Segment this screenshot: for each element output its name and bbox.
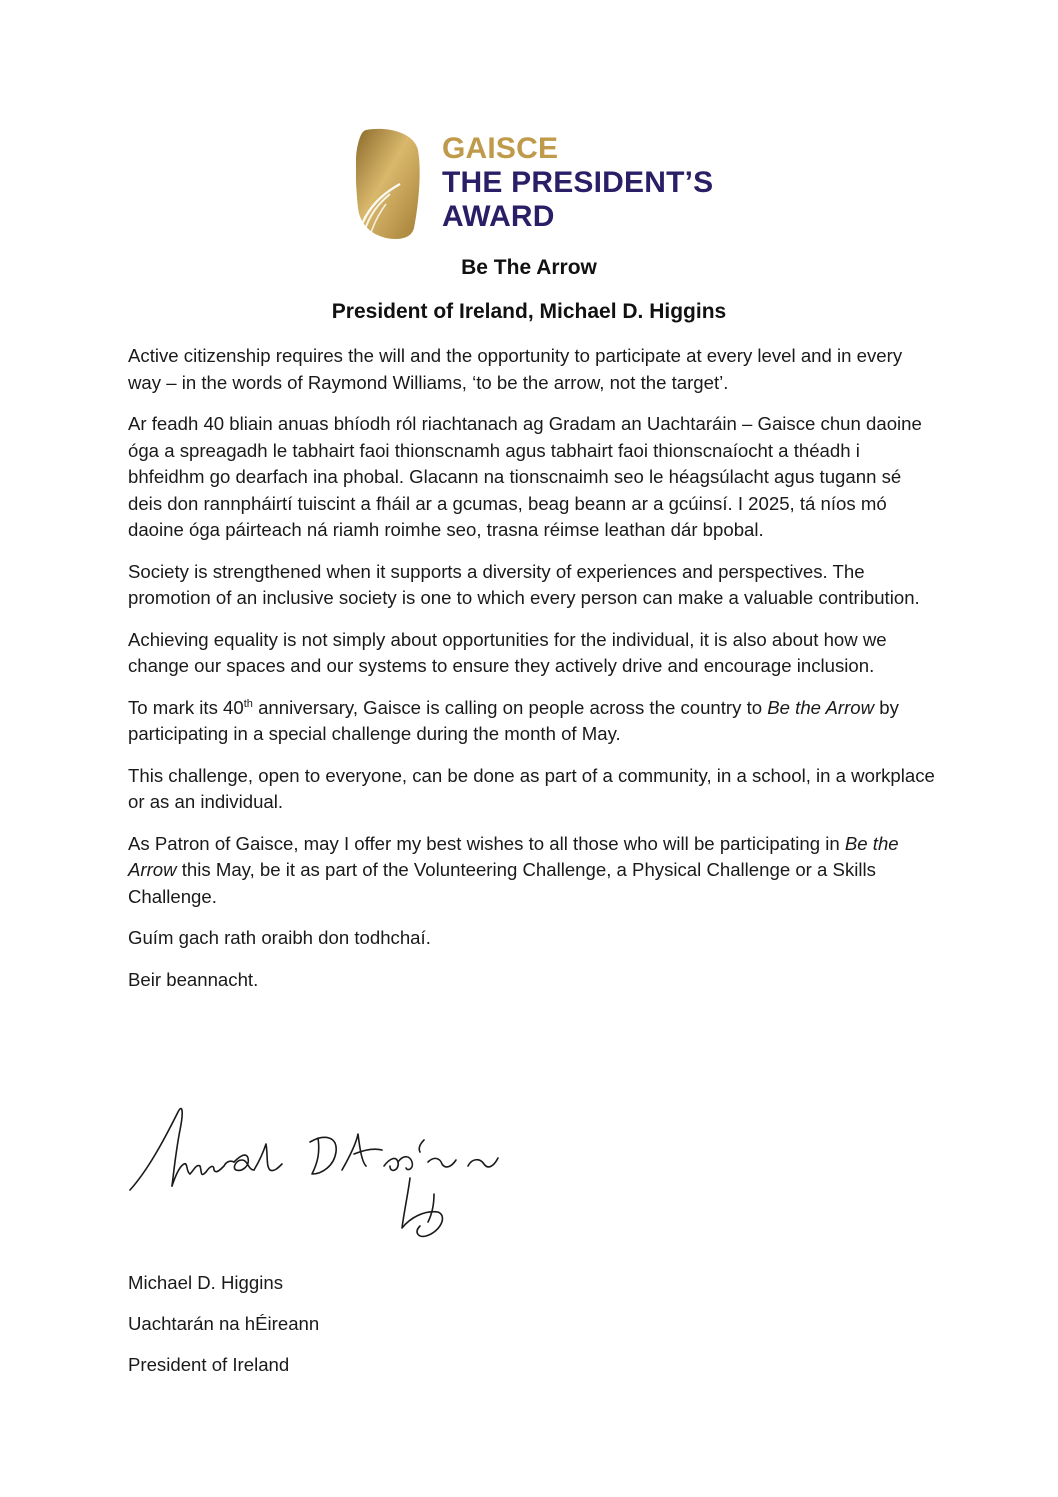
patron-text-start: As Patron of Gaisce, may I offer my best wishes to all those who will be participating in [128, 832, 845, 854]
gaisce-emblem-icon [356, 128, 422, 240]
signatory-title-english: President of Ireland [128, 1354, 290, 1375]
signatory-name: Michael D. Higgins [128, 1272, 284, 1293]
paragraph-irish: Ar feadh 40 bliain anuas bhíodh ról riachtanach ag Gradam an Uachtaráin – Gaisce chun daoine óga a spreagadh le tabhairt faoi thionscnamh agus tabhairt faoi thionscnaíocht a théadh i bhfeidhm go dearfach ina phobal. Glacann na tionscnaimh seo le héagsúlacht agus tugann sé deis don rannpháirtí tuiscint a fháil ar a gcumas, beag beann ar a gcúinsí. I 2025, tá níos mó daoine óga páirteach ná riamh roimhe seo, trasna réimse leathan dár bpobal. [128, 413, 922, 540]
logo-line-presidents: THE PRESIDENT’S [442, 166, 714, 199]
paragraph-active-citizenship: Active citizenship requires the will and the opportunity to participate at every level and in every way – in the words of Raymond Williams, ‘to be the arrow, not the target’. [128, 345, 903, 393]
handwritten-signature [128, 1100, 508, 1250]
ordinal-suffix: th [243, 697, 253, 710]
paragraph-wishes: Guím gach rath oraibh don todhchaí. [128, 927, 431, 948]
gaisce-logo [356, 128, 716, 240]
logo-wordmark [442, 132, 713, 234]
paragraph-challenge: This challenge, open to everyone, can be done as part of a community, in a school, in a workplace or as an individual. [128, 764, 935, 812]
logo-line-award: AWARD [442, 200, 555, 233]
letter-subtitle: President of Ireland, Michael D. Higgins [331, 300, 727, 323]
paragraph-equality: Achieving equality is not simply about opportunities for the individual, it is also about how we change our spaces and our systems to ensure they actively drive and encourage inclusion. [128, 628, 887, 676]
anniversary-text-mid: anniversary, Gaisce is calling on people across the country to [252, 696, 768, 718]
sign-off-block [128, 1262, 319, 1385]
signatory-title-irish: Uachtarán na hÉireann [128, 1313, 320, 1334]
anniversary-text-end: by participating in a special challenge during the month of May. [128, 696, 899, 744]
be-the-arrow-emphasis: Be the Arrow [128, 832, 899, 880]
paragraph-blessing: Beir beannacht. [128, 968, 259, 990]
anniversary-text-start: To mark its 40 [128, 696, 244, 718]
paragraph-society: Society is strengthened when it supports a diversity of experiences and perspectives. The promotion of an inclusive society is one to which every person can make a valuable contribution. [128, 560, 920, 608]
logo-line-gaisce: GAISCE [442, 132, 559, 165]
paragraph-patron [128, 831, 938, 911]
be-the-arrow-emphasis: Be the Arrow [767, 696, 875, 718]
patron-text-end: this May, be it as part of the Volunteering Challenge, a Physical Challenge or a Skills Challenge. [128, 859, 876, 907]
letter-title: Be The Arrow [461, 256, 597, 279]
letter-body [128, 343, 938, 1008]
paragraph-anniversary [128, 695, 938, 748]
